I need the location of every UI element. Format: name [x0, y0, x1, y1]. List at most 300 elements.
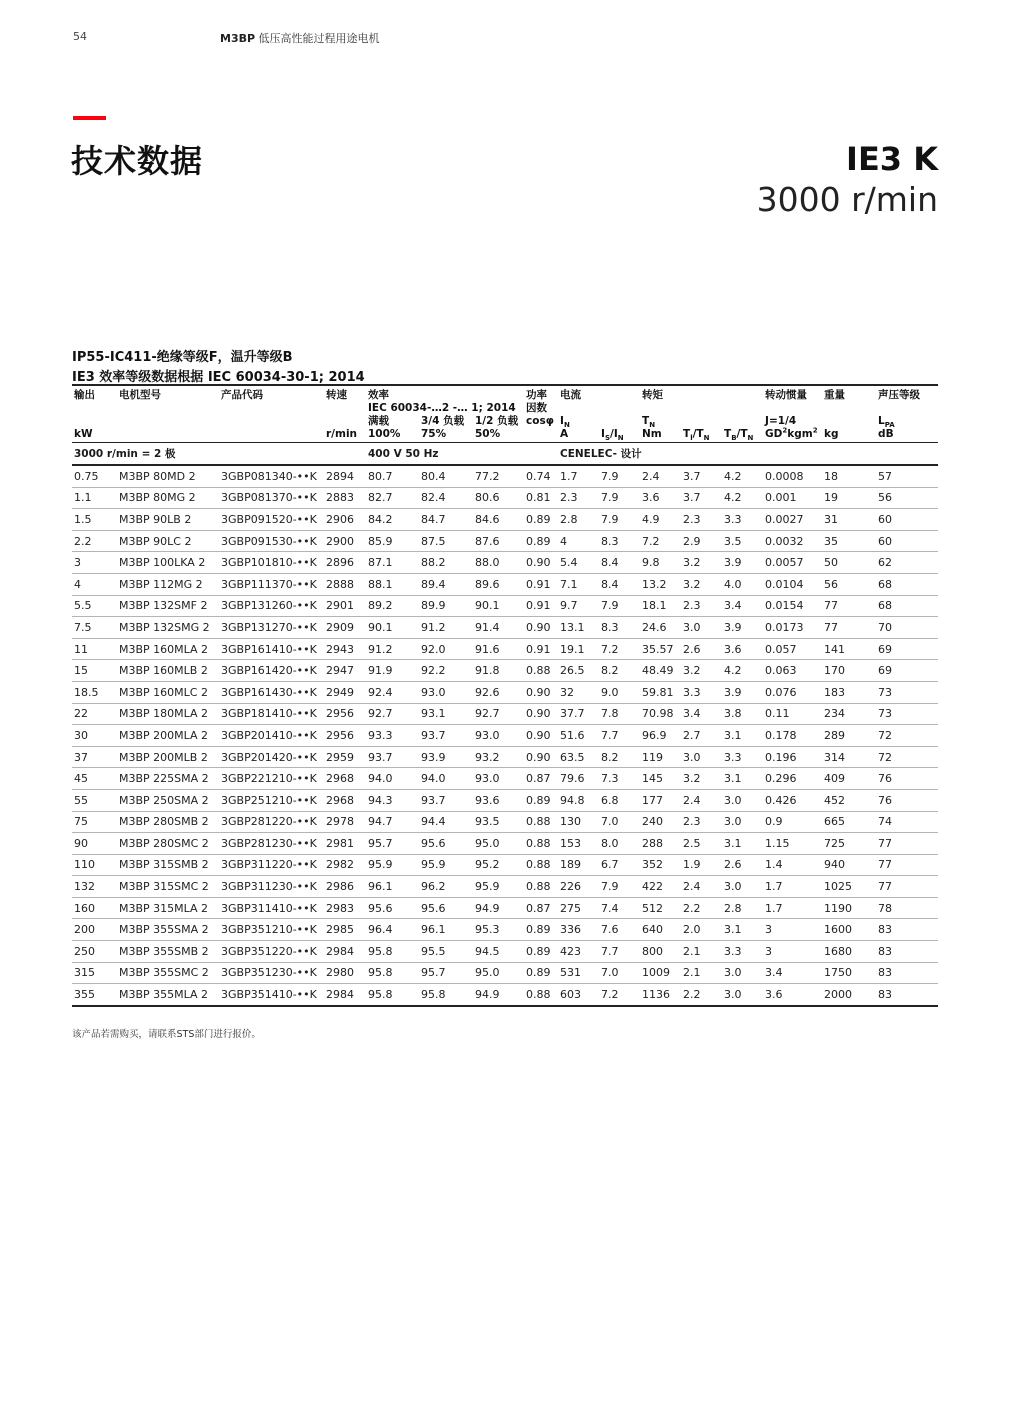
- cell-torque: 800: [640, 941, 681, 963]
- cell-weight: 1680: [822, 941, 876, 963]
- cell-inertia: 0.0008: [763, 465, 822, 487]
- cell-torque: 13.2: [640, 573, 681, 595]
- cell-is-in: 7.8: [599, 703, 640, 725]
- cell-pf: 0.88: [524, 811, 558, 833]
- page-number: 54: [73, 30, 87, 43]
- cell-pf: 0.89: [524, 941, 558, 963]
- cell-sound: 60: [876, 530, 938, 552]
- cell-eff-50: 93.0: [473, 725, 524, 747]
- cell-code: 3GBP091520-••K: [219, 509, 324, 531]
- cell-is-in: 8.2: [599, 746, 640, 768]
- cell-eff-75: 95.8: [419, 984, 473, 1006]
- cell-tb-tn: 2.8: [722, 897, 763, 919]
- header-speed: 转速: [324, 385, 366, 415]
- cell-eff-75: 95.9: [419, 854, 473, 876]
- table-row: [72, 811, 938, 833]
- cell-eff-75: 93.0: [419, 681, 473, 703]
- cell-torque: 70.98: [640, 703, 681, 725]
- cell-weight: 289: [822, 725, 876, 747]
- cell-torque: 640: [640, 919, 681, 941]
- cell-eff-100: 95.8: [366, 941, 419, 963]
- cell-eff-75: 92.0: [419, 638, 473, 660]
- cell-type: M3BP 100LKA 2: [117, 552, 219, 574]
- unit-tl-tn: $T_l/T_N$: [681, 428, 722, 443]
- cell-current: 94.8: [558, 789, 599, 811]
- header-power-factor: [524, 385, 558, 415]
- cell-tl-tn: 3.0: [681, 746, 722, 768]
- cell-is-in: 8.3: [599, 617, 640, 639]
- cell-eff-75: 95.6: [419, 833, 473, 855]
- cell-tl-tn: 3.2: [681, 573, 722, 595]
- cell-torque: 240: [640, 811, 681, 833]
- cell-speed: 2943: [324, 638, 366, 660]
- footnote: 该产品若需购买，请联系STS部门进行报价。: [72, 1029, 261, 1040]
- cell-eff-50: 93.0: [473, 768, 524, 790]
- cell-inertia: 0.0032: [763, 530, 822, 552]
- cell-weight: 1190: [822, 897, 876, 919]
- cell-sound: 73: [876, 681, 938, 703]
- cell-torque: 35.57: [640, 638, 681, 660]
- cell-output: 160: [72, 897, 117, 919]
- cell-speed: 2901: [324, 595, 366, 617]
- cell-torque: 119: [640, 746, 681, 768]
- cell-current: 51.6: [558, 725, 599, 747]
- cell-torque: 2.4: [640, 465, 681, 487]
- cell-is-in: 7.7: [599, 725, 640, 747]
- cell-current: 1.7: [558, 465, 599, 487]
- cell-inertia: 0.296: [763, 768, 822, 790]
- cell-weight: 35: [822, 530, 876, 552]
- header-weight: 重量: [822, 385, 876, 415]
- cell-weight: 183: [822, 681, 876, 703]
- cell-speed: 2894: [324, 465, 366, 487]
- cell-is-in: 7.7: [599, 941, 640, 963]
- table-row: [72, 897, 938, 919]
- cell-sound: 83: [876, 962, 938, 984]
- table-row: [72, 746, 938, 768]
- cell-eff-100: 94.7: [366, 811, 419, 833]
- cell-tb-tn: 3.9: [722, 552, 763, 574]
- cell-output: 200: [72, 919, 117, 941]
- cell-eff-50: 95.0: [473, 962, 524, 984]
- table-row: [72, 681, 938, 703]
- cell-tb-tn: 3.1: [722, 919, 763, 941]
- cell-sound: 70: [876, 617, 938, 639]
- cell-eff-50: 95.2: [473, 854, 524, 876]
- cell-sound: 76: [876, 768, 938, 790]
- cell-eff-100: 89.2: [366, 595, 419, 617]
- cell-pf: 0.87: [524, 768, 558, 790]
- cell-tb-tn: 3.9: [722, 681, 763, 703]
- cell-type: M3BP 355MLA 2: [117, 984, 219, 1006]
- cell-is-in: 9.0: [599, 681, 640, 703]
- cell-eff-75: 94.0: [419, 768, 473, 790]
- cell-is-in: 7.9: [599, 509, 640, 531]
- header-tn-symbol: $T_N$: [642, 415, 656, 430]
- table-row: [72, 984, 938, 1006]
- speed-title: 3000 r/min: [756, 180, 938, 219]
- cell-eff-100: 94.0: [366, 768, 419, 790]
- cell-is-in: 8.0: [599, 833, 640, 855]
- cell-eff-50: 92.6: [473, 681, 524, 703]
- unit-tb-tn: $T_B/T_N$: [722, 428, 763, 443]
- cell-pf: 0.88: [524, 984, 558, 1006]
- cell-inertia: 3.6: [763, 984, 822, 1006]
- cell-tb-tn: 3.3: [722, 746, 763, 768]
- cell-output: 4: [72, 573, 117, 595]
- cell-torque: 177: [640, 789, 681, 811]
- cell-is-in: 7.6: [599, 919, 640, 941]
- cell-code: 3GBP281220-••K: [219, 811, 324, 833]
- cell-eff-100: 87.1: [366, 552, 419, 574]
- cell-output: 55: [72, 789, 117, 811]
- cell-weight: 409: [822, 768, 876, 790]
- cell-current: 5.4: [558, 552, 599, 574]
- table-row: [72, 854, 938, 876]
- cell-eff-50: 93.5: [473, 811, 524, 833]
- cell-eff-100: 95.8: [366, 962, 419, 984]
- cell-code: 3GBP161430-••K: [219, 681, 324, 703]
- cell-output: 2.2: [72, 530, 117, 552]
- cell-weight: 1025: [822, 876, 876, 898]
- cell-eff-100: 95.6: [366, 897, 419, 919]
- cell-tb-tn: 3.0: [722, 876, 763, 898]
- header-power-factor-1: 功率: [526, 389, 548, 401]
- cell-speed: 2900: [324, 530, 366, 552]
- cell-tl-tn: 2.3: [681, 595, 722, 617]
- cell-current: 531: [558, 962, 599, 984]
- cell-eff-50: 95.9: [473, 876, 524, 898]
- cell-torque: 422: [640, 876, 681, 898]
- cell-tb-tn: 3.3: [722, 509, 763, 531]
- cell-speed: 2984: [324, 984, 366, 1006]
- header-in-symbol: $I_N$: [560, 415, 570, 430]
- header-cosphi: cosφ: [526, 415, 554, 427]
- cell-is-in: 7.4: [599, 897, 640, 919]
- cell-tb-tn: 4.2: [722, 487, 763, 509]
- running-header: [220, 30, 380, 46]
- table-row: [72, 768, 938, 790]
- cell-output: 30: [72, 725, 117, 747]
- cell-tl-tn: 2.9: [681, 530, 722, 552]
- cell-eff-100: 90.1: [366, 617, 419, 639]
- cell-type: M3BP 355SMB 2: [117, 941, 219, 963]
- cell-sound: 83: [876, 919, 938, 941]
- cell-eff-50: 92.7: [473, 703, 524, 725]
- cell-eff-75: 93.7: [419, 789, 473, 811]
- header-three-quarter-load: 3/4 负载: [421, 415, 465, 427]
- table-row: [72, 465, 938, 487]
- technical-data-table: [72, 384, 938, 1007]
- cell-eff-100: 88.1: [366, 573, 419, 595]
- cell-tl-tn: 3.2: [681, 552, 722, 574]
- cell-current: 32: [558, 681, 599, 703]
- cell-current: 423: [558, 941, 599, 963]
- cell-code: 3GBP281230-••K: [219, 833, 324, 855]
- cell-eff-50: 77.2: [473, 465, 524, 487]
- cell-eff-50: 95.0: [473, 833, 524, 855]
- cell-output: 45: [72, 768, 117, 790]
- header-j-formula: J=1/4: [765, 415, 797, 427]
- cell-current: 7.1: [558, 573, 599, 595]
- cell-sound: 73: [876, 703, 938, 725]
- cell-speed: 2959: [324, 746, 366, 768]
- cell-torque: 96.9: [640, 725, 681, 747]
- cell-inertia: 0.001: [763, 487, 822, 509]
- cell-sound: 69: [876, 638, 938, 660]
- cell-pf: 0.88: [524, 876, 558, 898]
- cell-eff-100: 94.3: [366, 789, 419, 811]
- cell-tb-tn: 3.3: [722, 941, 763, 963]
- header-current: 电流: [558, 385, 640, 415]
- cell-speed: 2949: [324, 681, 366, 703]
- cell-weight: 170: [822, 660, 876, 682]
- cell-pf: 0.88: [524, 660, 558, 682]
- cell-code: 3GBP311230-••K: [219, 876, 324, 898]
- cell-code: 3GBP101810-••K: [219, 552, 324, 574]
- cell-eff-100: 91.9: [366, 660, 419, 682]
- cell-code: 3GBP201420-••K: [219, 746, 324, 768]
- cell-eff-100: 95.8: [366, 984, 419, 1006]
- cell-inertia: 0.076: [763, 681, 822, 703]
- cell-code: 3GBP161420-••K: [219, 660, 324, 682]
- unit-db: dB: [876, 428, 938, 443]
- cell-type: M3BP 160MLC 2: [117, 681, 219, 703]
- cell-is-in: 7.3: [599, 768, 640, 790]
- cell-output: 18.5: [72, 681, 117, 703]
- cell-tl-tn: 2.2: [681, 897, 722, 919]
- cell-tl-tn: 2.4: [681, 789, 722, 811]
- cell-code: 3GBP251210-••K: [219, 789, 324, 811]
- cell-type: M3BP 80MG 2: [117, 487, 219, 509]
- cell-current: 275: [558, 897, 599, 919]
- cell-code: 3GBP181410-••K: [219, 703, 324, 725]
- cell-speed: 2956: [324, 725, 366, 747]
- cell-type: M3BP 200MLB 2: [117, 746, 219, 768]
- cell-eff-75: 93.9: [419, 746, 473, 768]
- cell-eff-50: 91.8: [473, 660, 524, 682]
- cell-torque: 288: [640, 833, 681, 855]
- cell-weight: 2000: [822, 984, 876, 1006]
- cell-type: M3BP 90LC 2: [117, 530, 219, 552]
- cell-inertia: 1.7: [763, 897, 822, 919]
- cell-type: M3BP 200MLA 2: [117, 725, 219, 747]
- cell-inertia: 0.426: [763, 789, 822, 811]
- cell-weight: 452: [822, 789, 876, 811]
- cell-eff-100: 84.2: [366, 509, 419, 531]
- cell-pf: 0.91: [524, 573, 558, 595]
- cell-tl-tn: 2.5: [681, 833, 722, 855]
- cell-weight: 77: [822, 595, 876, 617]
- cell-output: 355: [72, 984, 117, 1006]
- unit-rpm: r/min: [324, 428, 366, 443]
- cell-output: 1.1: [72, 487, 117, 509]
- band-design: CENELEC- 设计: [558, 443, 938, 466]
- cell-sound: 83: [876, 984, 938, 1006]
- cell-eff-75: 89.4: [419, 573, 473, 595]
- table-row: [72, 941, 938, 963]
- cell-type: M3BP 132SMG 2: [117, 617, 219, 639]
- cell-pf: 0.89: [524, 962, 558, 984]
- cell-speed: 2888: [324, 573, 366, 595]
- doc-title: 低压高性能过程用途电机: [258, 32, 380, 45]
- cell-pf: 0.89: [524, 530, 558, 552]
- cell-weight: 31: [822, 509, 876, 531]
- unit-nm: Nm: [640, 428, 681, 443]
- cell-weight: 940: [822, 854, 876, 876]
- cell-is-in: 7.2: [599, 638, 640, 660]
- cell-torque: 352: [640, 854, 681, 876]
- unit-100: 100%: [366, 428, 419, 443]
- cell-speed: 2980: [324, 962, 366, 984]
- table-row: [72, 573, 938, 595]
- cell-sound: 78: [876, 897, 938, 919]
- cell-tb-tn: 4.2: [722, 465, 763, 487]
- cell-type: M3BP 355SMC 2: [117, 962, 219, 984]
- cell-eff-50: 93.6: [473, 789, 524, 811]
- cell-tl-tn: 2.3: [681, 811, 722, 833]
- cell-speed: 2883: [324, 487, 366, 509]
- header-efficiency: [366, 385, 524, 415]
- cell-eff-100: 93.7: [366, 746, 419, 768]
- cell-inertia: 0.0173: [763, 617, 822, 639]
- table-row: [72, 617, 938, 639]
- cell-tb-tn: 3.1: [722, 768, 763, 790]
- cell-code: 3GBP351210-••K: [219, 919, 324, 941]
- cell-current: 189: [558, 854, 599, 876]
- cell-speed: 2986: [324, 876, 366, 898]
- cell-pf: 0.89: [524, 919, 558, 941]
- cell-torque: 4.9: [640, 509, 681, 531]
- cell-code: 3GBP351230-••K: [219, 962, 324, 984]
- cell-pf: 0.89: [524, 789, 558, 811]
- cell-sound: 62: [876, 552, 938, 574]
- cell-speed: 2981: [324, 833, 366, 855]
- cell-type: M3BP 225SMA 2: [117, 768, 219, 790]
- cell-weight: 19: [822, 487, 876, 509]
- cell-output: 1.5: [72, 509, 117, 531]
- cell-pf: 0.88: [524, 833, 558, 855]
- cell-pf: 0.87: [524, 897, 558, 919]
- cell-current: 37.7: [558, 703, 599, 725]
- cell-eff-100: 95.9: [366, 854, 419, 876]
- cell-code: 3GBP311410-••K: [219, 897, 324, 919]
- table-row: [72, 595, 938, 617]
- cell-pf: 0.91: [524, 638, 558, 660]
- cell-type: M3BP 315SMB 2: [117, 854, 219, 876]
- cell-is-in: 7.0: [599, 962, 640, 984]
- cell-pf: 0.89: [524, 509, 558, 531]
- cell-pf: 0.88: [524, 854, 558, 876]
- cell-type: M3BP 160MLA 2: [117, 638, 219, 660]
- cell-current: 4: [558, 530, 599, 552]
- cell-pf: 0.90: [524, 725, 558, 747]
- cell-eff-75: 96.2: [419, 876, 473, 898]
- cell-weight: 141: [822, 638, 876, 660]
- cell-inertia: 1.15: [763, 833, 822, 855]
- cell-current: 2.8: [558, 509, 599, 531]
- cell-is-in: 7.9: [599, 465, 640, 487]
- cell-eff-75: 96.1: [419, 919, 473, 941]
- cell-current: 26.5: [558, 660, 599, 682]
- cell-sound: 69: [876, 660, 938, 682]
- cell-type: M3BP 132SMF 2: [117, 595, 219, 617]
- cell-output: 315: [72, 962, 117, 984]
- cell-is-in: 8.2: [599, 660, 640, 682]
- efficiency-class-title: IE3 K: [846, 140, 938, 178]
- cell-eff-100: 92.7: [366, 703, 419, 725]
- cell-eff-75: 93.7: [419, 725, 473, 747]
- cell-tl-tn: 3.2: [681, 660, 722, 682]
- cell-pf: 0.91: [524, 595, 558, 617]
- cell-eff-50: 94.9: [473, 984, 524, 1006]
- table-row: [72, 919, 938, 941]
- cell-eff-75: 80.4: [419, 465, 473, 487]
- header-efficiency-label: 效率: [368, 389, 389, 401]
- cell-pf: 0.90: [524, 681, 558, 703]
- cell-eff-75: 95.7: [419, 962, 473, 984]
- cell-is-in: 7.9: [599, 487, 640, 509]
- cell-inertia: 1.7: [763, 876, 822, 898]
- cell-code: 3GBP131270-••K: [219, 617, 324, 639]
- cell-output: 5.5: [72, 595, 117, 617]
- cell-torque: 1136: [640, 984, 681, 1006]
- cell-inertia: 0.178: [763, 725, 822, 747]
- cell-eff-75: 84.7: [419, 509, 473, 531]
- cell-tb-tn: 3.1: [722, 725, 763, 747]
- cell-tb-tn: 4.2: [722, 660, 763, 682]
- cell-type: M3BP 180MLA 2: [117, 703, 219, 725]
- cell-type: M3BP 80MD 2: [117, 465, 219, 487]
- table-row: [72, 638, 938, 660]
- cell-speed: 2968: [324, 768, 366, 790]
- cell-eff-50: 84.6: [473, 509, 524, 531]
- cell-tb-tn: 2.6: [722, 854, 763, 876]
- cell-weight: 18: [822, 465, 876, 487]
- cell-weight: 1750: [822, 962, 876, 984]
- cell-code: 3GBP201410-••K: [219, 725, 324, 747]
- cell-current: 226: [558, 876, 599, 898]
- cell-tb-tn: 3.5: [722, 530, 763, 552]
- cell-sound: 68: [876, 595, 938, 617]
- cell-output: 37: [72, 746, 117, 768]
- cell-eff-75: 91.2: [419, 617, 473, 639]
- cell-pf: 0.90: [524, 617, 558, 639]
- header-lpa-symbol: $L_{PA}$: [878, 415, 895, 430]
- cell-weight: 50: [822, 552, 876, 574]
- cell-speed: 2956: [324, 703, 366, 725]
- unit-50: 50%: [473, 428, 524, 443]
- cell-eff-50: 94.9: [473, 897, 524, 919]
- cell-eff-50: 87.6: [473, 530, 524, 552]
- cell-tb-tn: 3.8: [722, 703, 763, 725]
- cell-eff-50: 90.1: [473, 595, 524, 617]
- cell-pf: 0.74: [524, 465, 558, 487]
- cell-tl-tn: 3.7: [681, 465, 722, 487]
- cell-type: M3BP 355SMA 2: [117, 919, 219, 941]
- header-power-factor-2: 因数: [526, 402, 548, 414]
- cell-type: M3BP 250SMA 2: [117, 789, 219, 811]
- cell-sound: 57: [876, 465, 938, 487]
- cell-output: 22: [72, 703, 117, 725]
- cell-tl-tn: 3.3: [681, 681, 722, 703]
- unit-kw: kW: [72, 428, 117, 443]
- cell-type: M3BP 315MLA 2: [117, 897, 219, 919]
- cell-sound: 77: [876, 833, 938, 855]
- table-body: [72, 465, 938, 1006]
- cell-tl-tn: 3.4: [681, 703, 722, 725]
- cell-current: 603: [558, 984, 599, 1006]
